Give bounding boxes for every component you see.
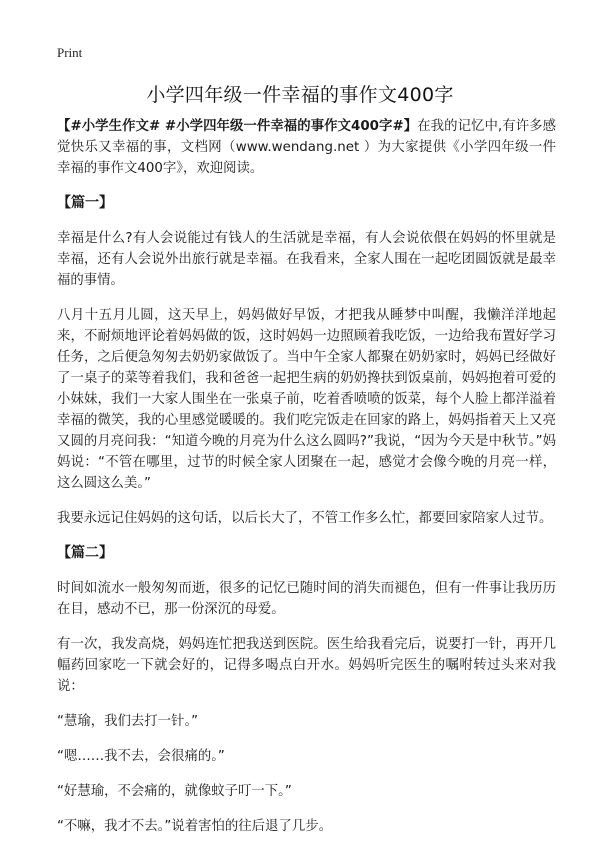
section-heading-1: 【篇一】 — [57, 195, 113, 211]
print-link[interactable]: Print — [57, 45, 83, 60]
section-2-paragraph: “慧瑜，我们去打一针。” — [57, 714, 199, 729]
section-1-paragraph: 八月十五月儿圆，这天早上，妈妈做好早饭，才把我从睡梦中叫醒，我懒洋洋地起来，不耐烦地评论着妈妈做的饭，这时妈妈一边照顾着我吃饭，一边给我布置好学习任务，之后便急匆匆去奶奶家做饭了。当中午全家人都聚在奶奶家时，妈妈已经做好了一桌子的菜等着我们，我和爸爸一起把生病的奶奶搀扶到饭桌前，妈妈抱着可爱的小妹妹，我们一大家人围坐在一张桌子前，吃着香喷喷的饭菜，每个人脸上都洋溢着幸福的微笑，我的心里感觉暖暖的。我们吃完饭走在回家的路上，妈妈指着天上又亮又圆的月亮问我：“知道今晚的月亮为什么这么圆吗?”我说，“因为今天是中秋节。”妈妈说：“不管在哪里，过节的时候全家人团聚在一起，感觉才会像今晚的月亮一样，这么圆这么美。” — [57, 308, 556, 491]
section-heading-2: 【篇二】 — [57, 545, 113, 561]
section-2-paragraph: “不嘛，我才不去。”说着害怕的往后退了几步。 — [57, 819, 332, 834]
section-2-paragraph: “好慧瑜，不会痛的，就像蚊子叮一下。” — [57, 784, 292, 799]
section-2-paragraph: 时间如流水一般匆匆而逝，很多的记忆已随时间的消失而褪色，但有一件事让我历历在目，感动不已，那一份深沉的母爱。 — [57, 581, 556, 617]
article-body — [57, 116, 556, 851]
section-2-paragraph: “嗯……我不去，会很痛的。” — [57, 749, 225, 764]
intro-paragraph — [57, 116, 556, 179]
section-2-paragraph: 有一次，我发高烧，妈妈连忙把我送到医院。医生给我看完后，说要打一针，再开几幅药回家吃一下就会好的，记得多喝点白开水。妈妈听完医生的嘱咐转过头来对我说： — [57, 637, 556, 694]
section-1-paragraph: 我要永远记住妈妈的这句话，以后长大了，不管工作多么忙，都要回家陪家人过节。 — [57, 511, 553, 526]
article-title: 小学四年级一件幸福的事作文400字 — [146, 84, 454, 106]
section-1-paragraph: 幸福是什么?有人会说能过有钱人的生活就是幸福，有人会说依偎在妈妈的怀里就是幸福，还有人会说外出旅行就是幸福。在我看来，全家人围在一起吃团圆饭就是最幸福的事情。 — [57, 231, 556, 288]
intro-tags: 【#小学生作文# #小学四年级一件幸福的事作文400字#】 — [57, 119, 418, 134]
intro-text: 在我的记忆中,有许多感觉快乐又幸福的事，文档网（www.wendang.net ）为大家提供《小学四年级一件幸福的事作文400字》，欢迎阅读。 — [57, 119, 556, 176]
